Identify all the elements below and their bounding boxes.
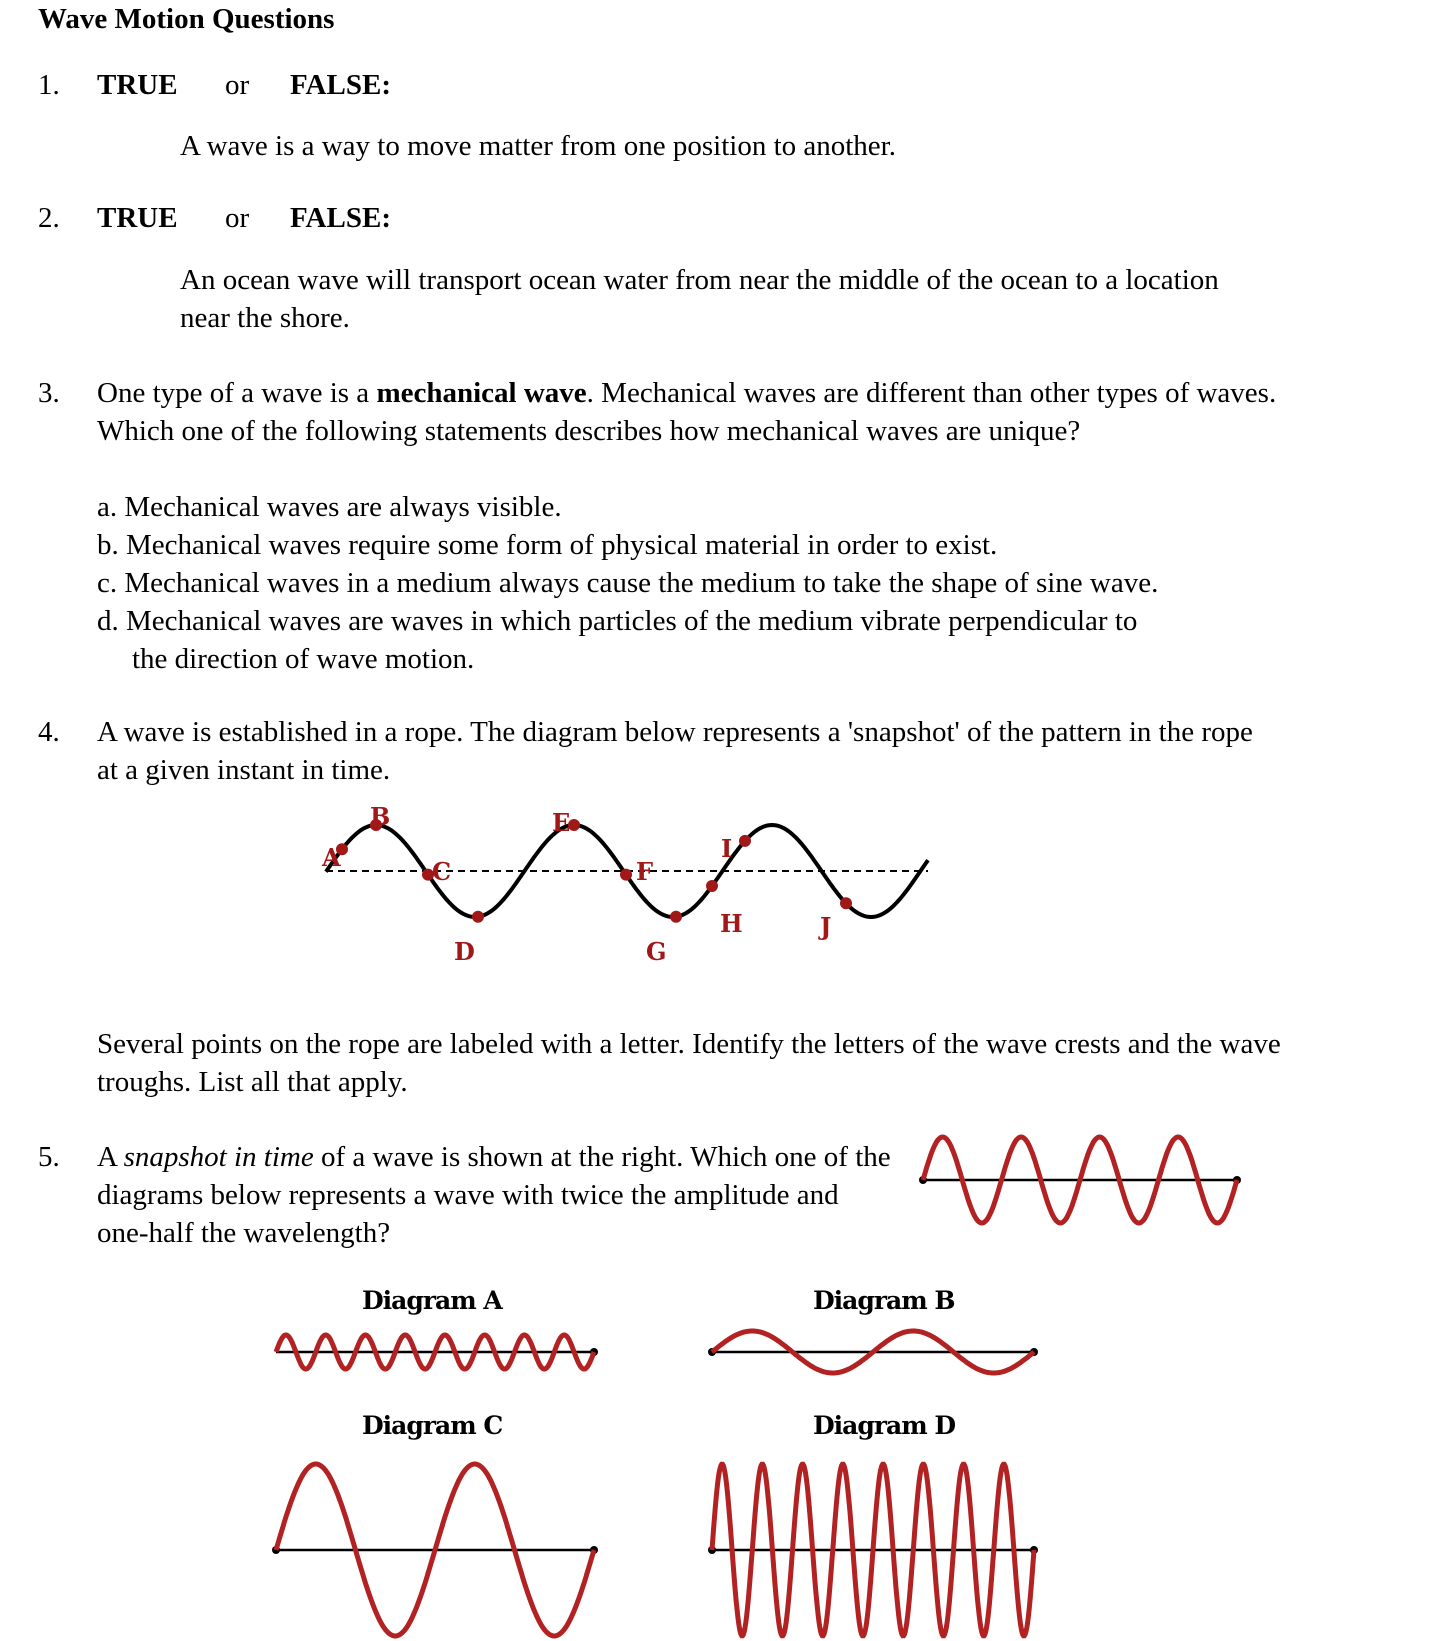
question-text <box>97 1138 897 1252</box>
question-statement: A wave is a way to move matter from one position to another. <box>180 130 896 162</box>
rope-label-b: B <box>370 802 391 831</box>
false-label: FALSE: <box>290 69 391 101</box>
option-c: c. Mechanical waves in a medium always cause the medium to take the shape of sine wave. <box>97 567 1159 599</box>
option-d-continued: the direction of wave motion. <box>132 643 475 675</box>
question-followup: Several points on the rope are labeled with a letter. Identify the letters of the wave crests and the wave troughs. List all that apply. <box>97 1028 1281 1098</box>
rope-wave-diagram <box>320 795 990 985</box>
rope-point-f <box>620 869 632 881</box>
diagram-d-label: Diagram D <box>813 1411 956 1440</box>
term-mechanical-wave: mechanical wave <box>376 377 587 409</box>
term-snapshot: snapshot in time <box>123 1141 314 1173</box>
false-label: FALSE: <box>290 202 391 234</box>
diagram-c <box>268 1450 608 1641</box>
rope-label-a: A <box>322 843 341 872</box>
page-title: Wave Motion Questions <box>38 3 335 35</box>
question-number: 2. <box>38 202 60 234</box>
or-label: or <box>225 202 250 234</box>
rope-label-g: G <box>646 937 667 966</box>
question-number: 5. <box>38 1141 60 1173</box>
rope-label-d: D <box>454 937 475 966</box>
diagram-c-label: Diagram C <box>362 1411 503 1440</box>
diagram-b-label: Diagram B <box>813 1286 955 1315</box>
rope-label-e: E <box>552 808 571 837</box>
rope-point-d <box>472 911 484 923</box>
diagram-b <box>700 1318 1040 1378</box>
true-label: TRUE <box>97 202 178 234</box>
rope-point-h <box>706 880 718 892</box>
diagram-a <box>268 1318 608 1378</box>
question-text: A wave is established in a rope. The diagram below represents a 'snapshot' of the pattern in the rope at a given instant in time. <box>97 716 1253 786</box>
question-number: 4. <box>38 716 60 748</box>
or-label: or <box>225 69 250 101</box>
question-number: 3. <box>38 377 60 409</box>
rope-point-g <box>670 911 682 923</box>
rope-label-h: H <box>720 909 743 938</box>
diagram-d <box>700 1450 1040 1641</box>
option-a: a. Mechanical waves are always visible. <box>97 491 562 523</box>
rope-point-i <box>739 835 751 847</box>
true-label: TRUE <box>97 69 178 101</box>
question-number: 1. <box>38 69 60 101</box>
question-text-part: of a wave is shown at the right. Which one of the diagrams below represents a wave with twice the amplitude and one-half the wavelength? <box>97 1141 891 1249</box>
rope-label-i: I <box>721 834 733 863</box>
reference-wave <box>915 1125 1245 1235</box>
rope-label-f: F <box>636 857 654 886</box>
rope-point-j <box>840 897 852 909</box>
question-text-part: One type of a wave is a <box>97 377 377 409</box>
option-d: d. Mechanical waves are waves in which particles of the medium vibrate perpendicular to <box>97 605 1138 637</box>
rope-label-j: J <box>820 912 832 941</box>
question-statement: An ocean wave will transport ocean water from near the middle of the ocean to a location near the shore. <box>180 264 1219 334</box>
diagram-a-label: Diagram A <box>362 1286 502 1315</box>
rope-label-c: C <box>432 857 452 886</box>
question-text <box>97 374 1277 450</box>
option-b: b. Mechanical waves require some form of physical material in order to exist. <box>97 529 998 561</box>
question-text-part: . Mechanical waves are different than other types of waves. Which one of the following statements describes how mechanical waves are unique? <box>97 377 1277 447</box>
question-text-part: A <box>97 1141 124 1173</box>
